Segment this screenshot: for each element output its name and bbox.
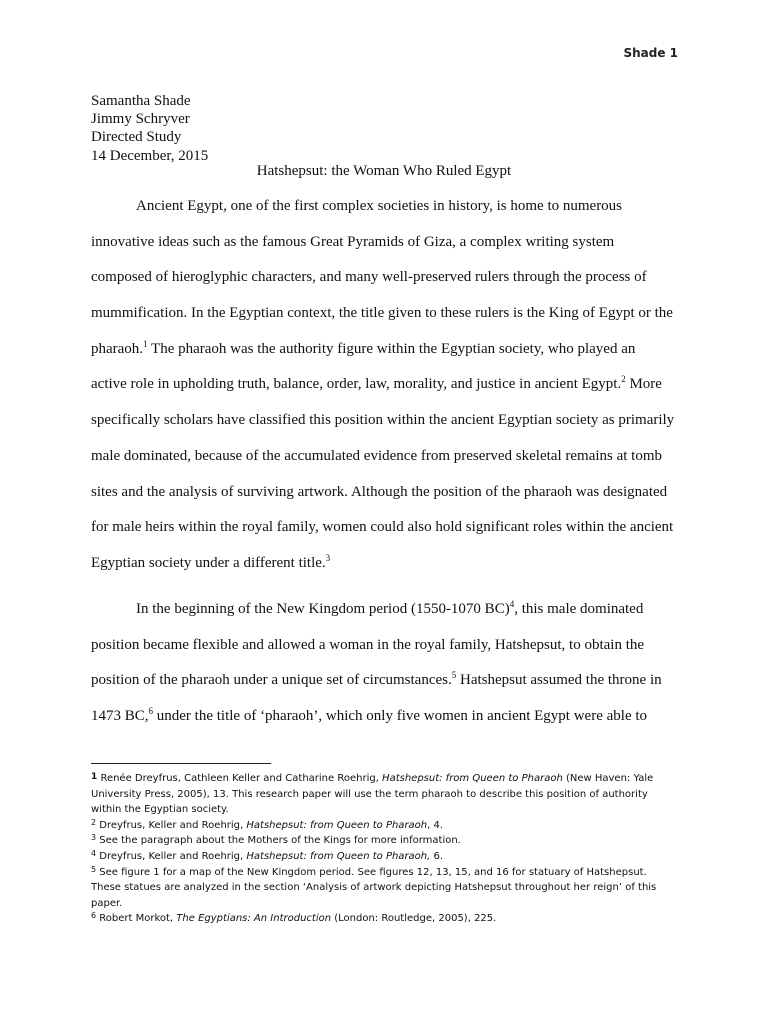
footnote-number: 5 [91, 864, 97, 874]
running-head: Shade 1 [623, 46, 678, 60]
text-run: 6. [430, 850, 444, 862]
footnote-separator [91, 763, 271, 764]
footnotes [91, 771, 691, 927]
footnote-2 [91, 818, 691, 834]
footnote-number: 1 [91, 772, 98, 782]
footnote-ref[interactable]: 2 [621, 374, 626, 384]
instructor-name: Jimmy Schryver [91, 111, 190, 128]
paragraph-line [91, 555, 330, 572]
paragraph-line: Ancient Egypt, one of the first complex societies in history, is home to numerous [136, 198, 623, 214]
text-run: Hatshepsut assumed the throne in [456, 672, 662, 688]
footnote-5-line-2: These statues are analyzed in the section ‘Analysis of artwork depicting Hatshepsut throughout her reign’ of this [91, 882, 657, 894]
paragraph-line [91, 376, 662, 393]
footnote-3 [91, 833, 691, 849]
paper-title: Hatshepsut: the Woman Who Ruled Egypt [256, 163, 512, 179]
text-run: See figure 1 for a map of the New Kingdom period. See figures 12, 13, 15, and 16 for statuary of Hatshepsut. [96, 866, 647, 878]
citation-title: The Egyptians: An Introduction [176, 913, 332, 925]
footnote-ref[interactable]: 4 [509, 599, 515, 609]
text-run: , 4. [427, 819, 444, 831]
author-name: Samantha Shade [91, 93, 191, 109]
footnote-number: 3 [91, 833, 97, 843]
footnote-1-line-3: within the Egyptian society. [91, 804, 229, 816]
paragraph-line [136, 601, 643, 618]
text-run: In the beginning of the New Kingdom period (1550-1070 BC) [136, 601, 510, 617]
paragraph-line: sites and the analysis of surviving artwork. Although the position of the pharaoh was designated [91, 484, 668, 500]
paragraph-line: composed of hieroglyphic characters, and many well-preserved rulers through the process of [91, 269, 647, 285]
paragraph-line: for male heirs within the royal family, women could also hold significant roles within the ancient [91, 519, 674, 535]
footnote-number: 2 [91, 817, 97, 827]
text-run: (London: Routledge, 2005), 225. [331, 913, 497, 925]
footnote-ref[interactable]: 5 [451, 670, 457, 680]
text-run: (New Haven: Yale [562, 773, 654, 784]
text-run: active role in upholding truth, balance, order, law, morality, and justice in ancient Egypt. [91, 376, 622, 392]
text-run: 1473 BC, [91, 708, 149, 724]
footnote-1-line-2: University Press, 2005), 13. This research paper will use the term pharaoh to describe this position of authority [91, 788, 648, 800]
text-run: pharaoh. [91, 341, 144, 357]
footnote-6 [91, 911, 691, 927]
paragraph-line [91, 672, 662, 689]
footnote-1 [91, 771, 691, 787]
footnote-number: 6 [91, 911, 97, 921]
paragraph-line: mummification. In the Egyptian context, the title given to these rulers is the King of Egypt or the [91, 305, 673, 321]
text-run: Dreyfrus, Keller and Roehrig, [96, 819, 247, 831]
footnote-5 [91, 865, 691, 881]
text-run: under the title of ‘pharaoh’, which only five women in ancient Egypt were able to [153, 708, 648, 724]
text-run: position of the pharaoh under a unique set of circumstances. [91, 672, 452, 688]
text-run: Egyptian society under a different title. [91, 555, 326, 571]
text-run: See the paragraph about the Mothers of the Kings for more information. [96, 835, 461, 847]
paragraph-line: male dominated, because of the accumulated evidence from preserved skeletal remains at tomb [91, 448, 663, 464]
footnote-4 [91, 849, 691, 865]
citation-title: Hatshepsut: from Queen to Pharaoh [246, 819, 428, 831]
text-run: Robert Morkot, [96, 913, 177, 925]
course-name: Directed Study [91, 129, 182, 146]
text-run: The pharaoh was the authority figure within the Egyptian society, who played an [147, 341, 636, 357]
text-run: Dreyfrus, Keller and Roehrig, [96, 850, 247, 862]
header-block [91, 92, 208, 165]
footnote-5-line-3: paper. [91, 897, 123, 909]
paragraph-line [91, 708, 647, 725]
footnote-ref[interactable]: 6 [148, 706, 154, 716]
paragraph-line: position became flexible and allowed a woman in the royal family, Hatshepsut, to obtain the [91, 637, 645, 653]
footnote-ref[interactable]: 1 [143, 339, 148, 349]
footnote-number: 4 [91, 848, 97, 858]
citation-title: Hatshepsut: from Queen to Pharaoh [382, 773, 563, 784]
text-run: Renée Dreyfrus, Cathleen Keller and Catharine Roehrig, [97, 773, 383, 784]
text-run: , this male dominated [514, 601, 644, 617]
paragraph-line [91, 341, 635, 358]
paragraph-line: innovative ideas such as the famous Great Pyramids of Giza, a complex writing system [91, 234, 615, 250]
submission-date: 14 December, 2015 [91, 147, 209, 164]
paragraph-line: specifically scholars have classified this position within the ancient Egyptian society as primarily [91, 412, 675, 428]
text-run: More [625, 376, 662, 392]
footnote-ref[interactable]: 3 [325, 553, 331, 563]
citation-title: Hatshepsut: from Queen to Pharaoh, [246, 850, 431, 862]
